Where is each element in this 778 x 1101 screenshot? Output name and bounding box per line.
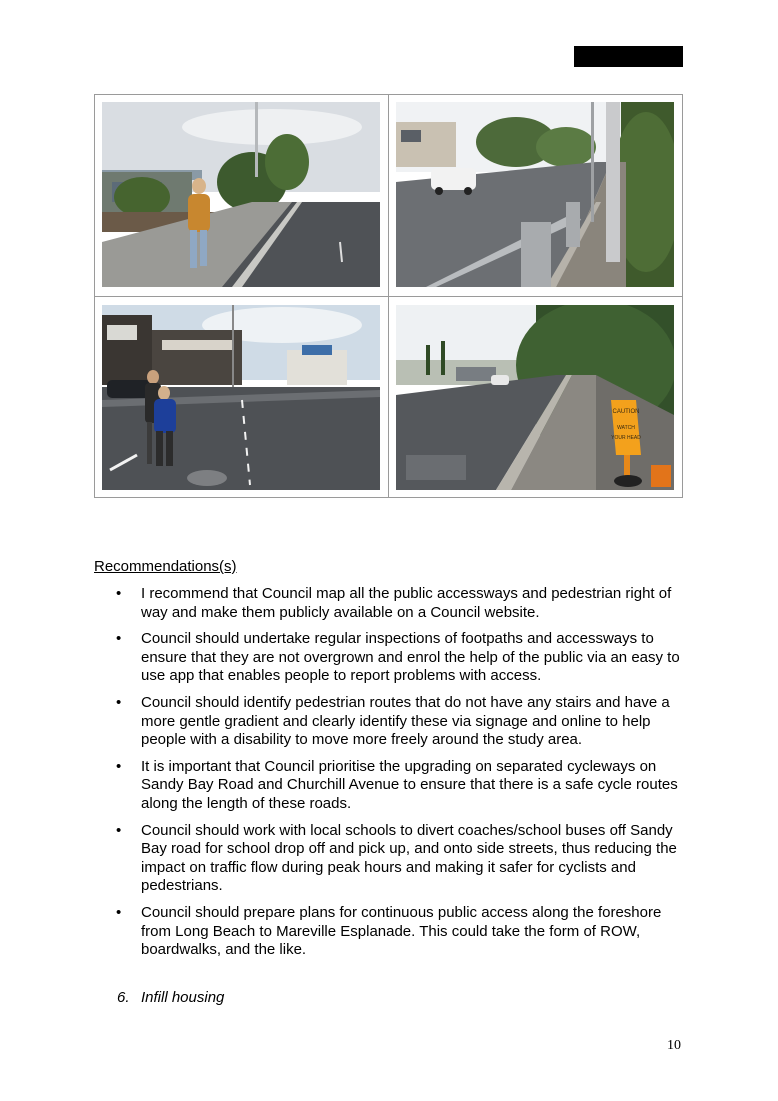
list-item: • Council should prepare plans for continuous public access along the foreshore from Long Beach to Mareville Esplanade. This could take the form of ROW, boardwalks, and the like. <box>116 903 662 959</box>
recommendations-list <box>94 585 694 968</box>
photo-grid <box>94 94 683 498</box>
sign-text: YOUR HEAD <box>611 435 641 441</box>
section-number: 6. <box>117 989 130 1006</box>
list-item: • I recommend that Council map all the public accessways and pedestrian right of way and make them publicly available on a Council website. <box>116 585 672 621</box>
bullet-icon: • <box>116 903 122 921</box>
bullet-icon: • <box>116 585 122 602</box>
list-item: • It is important that Council prioritise the upgrading on separated cycleways on Sandy Bay Road and Churchill Avenue to ensure that there is a safe cycle routes along the length of these roads. <box>116 757 678 812</box>
sign-text: CAUTION <box>612 409 640 415</box>
section-title: Infill housing <box>141 989 225 1006</box>
grid-divider-horizontal <box>95 296 682 297</box>
page-number: 10 <box>667 1038 681 1053</box>
redaction-block <box>574 46 683 67</box>
photo-footpath-walker <box>102 102 380 287</box>
list-item: • Council should undertake regular inspections of footpaths and accessways to ensure that they are not overgrown and enrol the help of the public via an easy to use app that enables people to report problems with access. <box>116 630 680 685</box>
bullet-icon: • <box>116 630 122 648</box>
photo-road-guardrail <box>396 102 674 287</box>
bullet-icon: • <box>116 821 122 839</box>
photo-overgrown-hedge <box>396 305 674 490</box>
list-item: • Council should identify pedestrian routes that do not have any stairs and have a more gentle gradient and clearly identify these via signage and online to help people with a disability to move more freely around the study area. <box>116 693 670 749</box>
bullet-icon: • <box>116 693 122 711</box>
list-item: • Council should work with local schools to divert coaches/school buses off Sandy Bay road for school drop off and pick up, and onto side streets, thus reducing the impact on traffic flow during peak hours and making it safer for cyclists and pedestrians. <box>116 821 677 895</box>
bullet-icon: • <box>116 757 122 775</box>
photo-intersection-pedestrians <box>102 305 380 490</box>
sign-text: WATCH <box>617 425 635 431</box>
recommendations-heading: Recommendations(s) <box>94 558 237 575</box>
